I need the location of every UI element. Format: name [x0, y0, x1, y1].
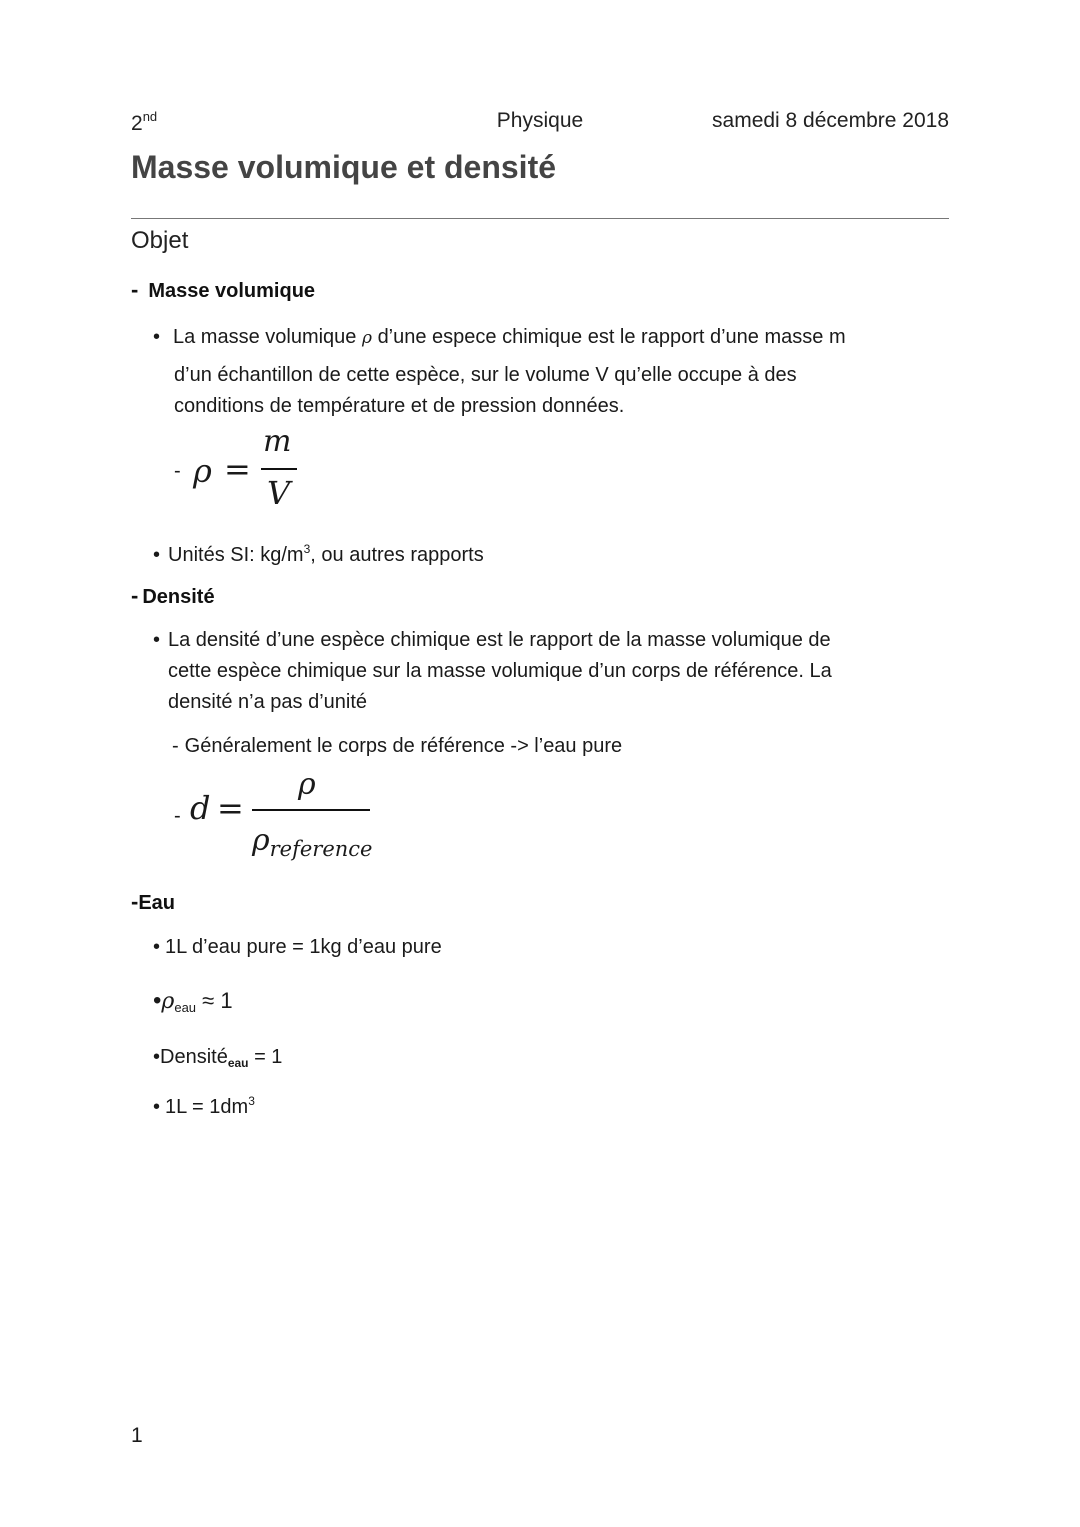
eau-item-4: • $1L = 1dm^3$ — [153, 1094, 255, 1118]
heading-masse-volumique: - Masse volumique — [131, 277, 316, 302]
eau-item-1: • 1L d’eau pure = 1kg d’eau pure — [153, 936, 442, 958]
header-level: 2nd — [131, 109, 158, 135]
header-date: samedi 8 décembre 2018 — [712, 109, 949, 132]
densite-note: - Généralement le corps de référence -> l’eau pure — [172, 735, 623, 757]
units-si: • Unités SI: $kg/m^3$, ou autres rapports — [153, 542, 484, 566]
heading-eau: -Eau — [131, 889, 176, 914]
section-subtitle: Objet — [131, 227, 189, 254]
eau-item-3: •Densité$_{eau}$ = 1 — [153, 1046, 283, 1070]
page-title: Masse volumique et densité — [131, 149, 557, 185]
heading-densite: - Densité — [131, 583, 215, 608]
header-subject: Physique — [496, 109, 584, 132]
page-number: 1 — [131, 1424, 143, 1447]
masse-volumique-definition: • La masse volumique ρ d’une espece chimique est le rapport d’une masse m d’un échantillon de cette espèce, sur le volume V qu’elle occupe à des conditions de température et de pression données. — [153, 326, 846, 417]
densite-definition: • La densité d’une espèce chimique est le rapport de la masse volumique de cette espèce chimique sur la masse volumique d’un corps de référence. La densité n’a pas d’unité — [153, 629, 832, 713]
title-divider — [131, 218, 949, 219]
eau-item-2: $•\rho_{eau} \approx 1$ — [153, 987, 233, 1015]
